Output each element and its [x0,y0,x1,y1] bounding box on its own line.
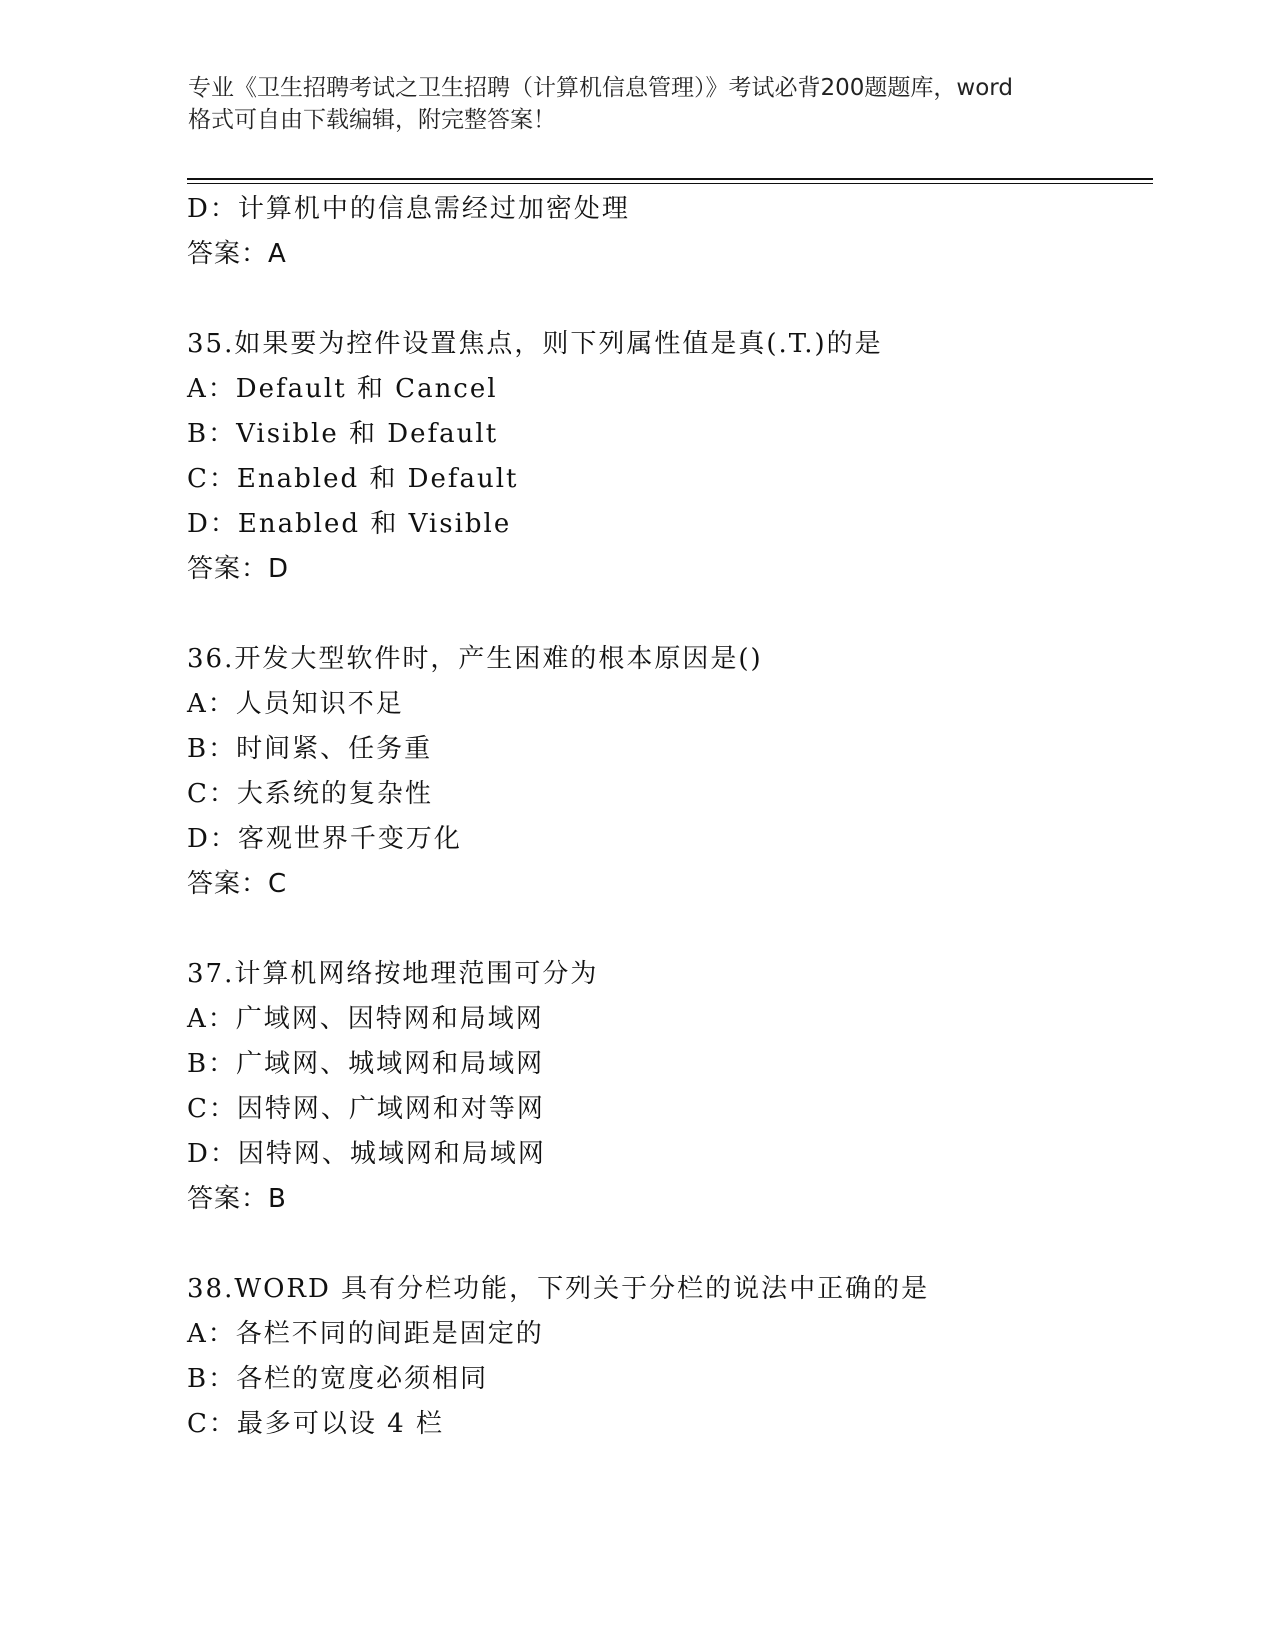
answer-line: 答案：C [187,869,288,899]
document-header [188,72,1088,136]
option-a: A：人员知识不足 [187,689,404,719]
header-divider-thin [187,183,1153,184]
answer-line: 答案：B [187,1184,287,1214]
option-d: D：计算机中的信息需经过加密处理 [187,194,630,224]
option-b: B：Visible 和 Default [187,419,499,449]
option-a: A：各栏不同的间距是固定的 [187,1319,544,1349]
option-d: D：因特网、城域网和局域网 [187,1139,546,1169]
option-d: D：Enabled 和 Visible [187,509,512,539]
question-stem: 35.如果要为控件设置焦点，则下列属性值是真(.T.)的是 [187,329,883,359]
question-stem: 36.开发大型软件时，产生困难的根本原因是() [187,644,763,674]
option-a: A：广域网、因特网和局域网 [187,1004,544,1034]
answer-line: 答案：D [187,554,290,584]
question-stem: 38.WORD 具有分栏功能，下列关于分栏的说法中正确的是 [187,1274,930,1304]
option-b: B：各栏的宽度必须相同 [187,1364,489,1394]
option-b: B：时间紧、任务重 [187,734,433,764]
option-c: C：最多可以设 4 栏 [187,1409,444,1439]
header-line-2: 格式可自由下载编辑，附完整答案！ [188,107,556,133]
header-line-1: 专业《卫生招聘考试之卫生招聘（计算机信息管理）》考试必背200题题库，word [188,75,1013,101]
option-c: C：大系统的复杂性 [187,779,433,809]
option-c: C：Enabled 和 Default [187,464,519,494]
answer-line: 答案：A [187,239,287,269]
option-b: B：广域网、城域网和局域网 [187,1049,545,1079]
option-d: D：客观世界千变万化 [187,824,462,854]
option-a: A：Default 和 Cancel [187,374,498,404]
option-c: C：因特网、广域网和对等网 [187,1094,545,1124]
question-stem: 37.计算机网络按地理范围可分为 [187,959,599,989]
header-divider-thick [187,178,1153,180]
